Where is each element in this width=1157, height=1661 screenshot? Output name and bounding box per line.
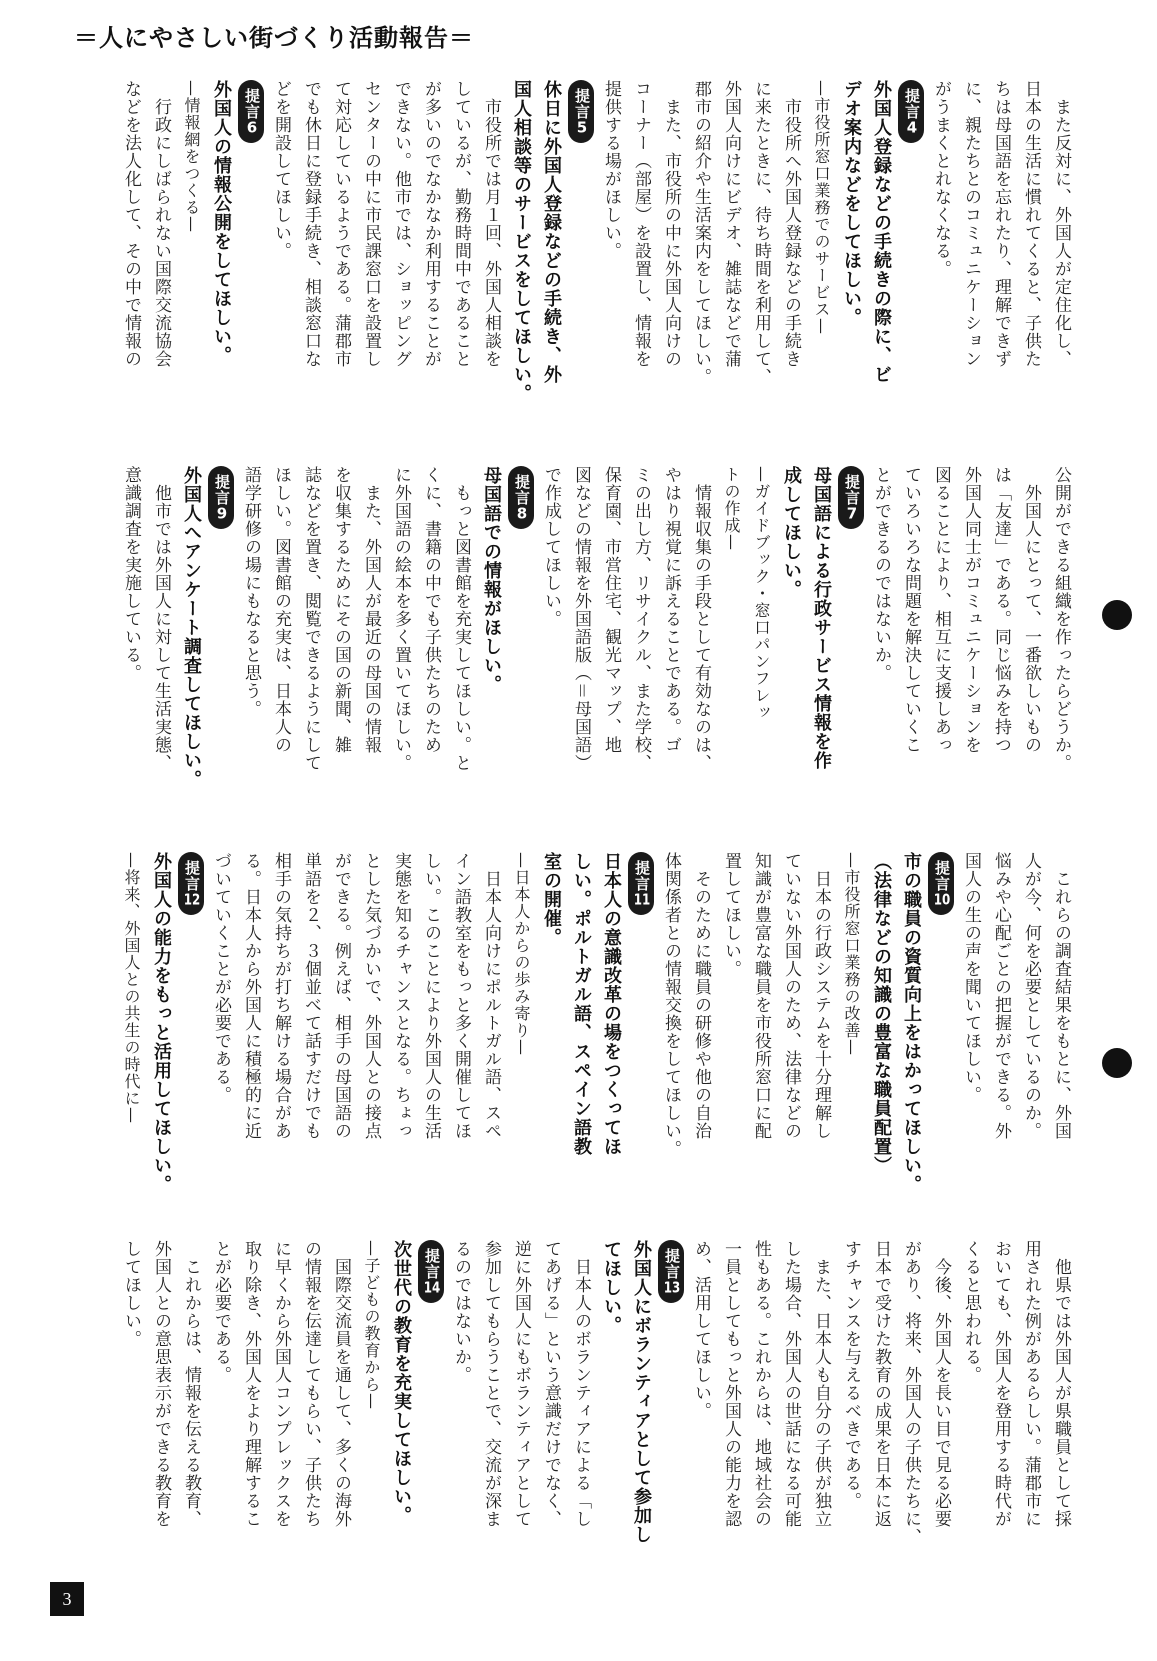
proposal-number: 9 xyxy=(216,506,228,521)
body-text-line: 外国人向けにビデオ、雑誌などで蒲 xyxy=(721,80,741,368)
proposal-heading-line: 休日に外国人登録などの手続き、外 xyxy=(541,80,562,384)
proposal-subheading-line: —市役所窓口業務でのサービス— xyxy=(812,80,831,335)
body-text-line: とができるのではないか。 xyxy=(871,466,891,682)
proposal-heading-line: しい。ポルトガル語、スペイン語教 xyxy=(571,852,592,1156)
body-text-line: イン語教室をもっと多く開催してほ xyxy=(451,852,471,1140)
body-text-line: 日本人のボランティアによる「し xyxy=(571,1240,591,1528)
body-text-line: しているが、勤務時間中であること xyxy=(451,80,471,368)
body-text-line: 国際交流員を通して、多くの海外 xyxy=(331,1240,351,1528)
body-text-line: てあげる」という意識だけでなく、 xyxy=(541,1240,561,1528)
proposal-number: 6 xyxy=(246,120,258,135)
proposal-number-badge xyxy=(898,80,924,143)
body-text-line: 国人の生の声を聞いてほしい。 xyxy=(961,852,981,1104)
body-text-line: どを開設してほしい。 xyxy=(271,80,291,260)
body-text-line: 日本の生活に慣れてくると、子供た xyxy=(1021,80,1041,368)
body-text-line: る。日本人から外国人に積極的に近 xyxy=(241,852,261,1140)
body-text-line: ほしい。図書館の充実は、日本人の xyxy=(271,466,291,754)
text-band-1 xyxy=(66,80,1076,450)
proposal-number: 11 xyxy=(633,892,651,907)
proposal-number: 4 xyxy=(906,120,918,135)
proposal-heading-line: 国人相談等のサービスをしてほしい。 xyxy=(511,80,532,403)
body-text-line: でも休日に登録手続き、相談窓口な xyxy=(301,80,321,368)
body-text-line: 悩みや心配ごとの把握ができる。外 xyxy=(991,852,1011,1140)
body-text-line: もっと図書館を充実してほしい。と xyxy=(451,466,471,772)
body-text-line: に、親たちとのコミュニケーション xyxy=(961,80,981,368)
body-text-line: 知識が豊富な職員を市役所窓口に配 xyxy=(751,852,771,1140)
body-text-line: しい。このことにより外国人の生活 xyxy=(421,852,441,1140)
proposal-badge xyxy=(566,80,596,143)
body-text-line: くに、書籍の中でも子供たちのため xyxy=(421,466,441,754)
body-text-line: できない。他市では、ショッピング xyxy=(391,80,411,368)
body-text-line: ていない外国人のため、法律などの xyxy=(781,852,801,1140)
body-text-line: 保育園、市営住宅、観光マップ、地 xyxy=(601,466,621,754)
proposal-number-badge xyxy=(178,852,204,915)
body-text-line: 他県では外国人が県職員として採 xyxy=(1051,1240,1071,1528)
body-text-line: ていろいろな問題を解決していくこ xyxy=(901,466,921,754)
body-text-line: 日本で受けた教育の成果を日本に返 xyxy=(871,1240,891,1528)
body-text-line: がうまくとれなくなる。 xyxy=(931,80,951,278)
proposal-label: 提言 xyxy=(183,860,201,892)
proposal-badge xyxy=(416,1240,446,1303)
body-text-line: やはり視覚に訴えることである。ゴ xyxy=(661,466,681,754)
body-text-line: 情報収集の手段として有効なのは、 xyxy=(691,466,711,772)
proposal-badge xyxy=(896,80,926,143)
body-text-line: 市役所では月１回、外国人相談を xyxy=(481,80,501,368)
proposal-subheading-line: トの作成— xyxy=(722,466,741,551)
proposal-label: 提言 xyxy=(903,88,921,120)
proposal-number-badge xyxy=(418,1240,444,1303)
body-text-line: の情報を伝達してもらい、子供たち xyxy=(301,1240,321,1528)
body-text-line: これらの調査結果をもとに、外国 xyxy=(1051,852,1071,1140)
body-text-line: などを法人化して、その中で情報の xyxy=(121,80,141,368)
proposal-label: 提言 xyxy=(573,88,591,120)
proposal-label: 提言 xyxy=(933,860,951,892)
body-text-line: くると思われる。 xyxy=(961,1240,981,1384)
body-text-line: 行政にしばられない国際交流協会 xyxy=(151,80,171,368)
proposal-subheading-line: —将来、外国人との共生の時代に— xyxy=(122,852,141,1124)
proposal-badge xyxy=(836,466,866,529)
body-text-line: 人が今、何を必要としているのか。 xyxy=(1021,852,1041,1140)
binder-hole-icon xyxy=(1102,1048,1132,1078)
body-text-line: 今後、外国人を長い目で見る必要 xyxy=(931,1240,951,1528)
proposal-number: 5 xyxy=(576,120,588,135)
body-text-line: 公開ができる組織を作ったらどうか。 xyxy=(1051,466,1071,772)
body-text-line: で作成してほしい。 xyxy=(541,466,561,628)
proposal-heading-line: 外国人の能力をもっと活用してほしい。 xyxy=(151,852,172,1194)
body-text-line: があり、将来、外国人の子供たちに、 xyxy=(901,1240,921,1546)
text-band-4 xyxy=(66,1240,1076,1620)
proposal-heading-line: てほしい。 xyxy=(601,1240,622,1335)
proposal-number-badge xyxy=(208,466,234,529)
proposal-label: 提言 xyxy=(213,474,231,506)
body-text-line: ミの出し方、リサイクル、また学校、 xyxy=(631,466,651,772)
body-text-line: すチャンスを与えるべきである。 xyxy=(841,1240,861,1510)
text-band-3 xyxy=(66,852,1076,1224)
body-text-line: 用された例があるらしい。蒲郡市に xyxy=(1021,1240,1041,1528)
body-text-line: ができる。例えば、相手の母国語の xyxy=(331,852,351,1140)
proposal-heading-line: デオ案内などをしてほしい。 xyxy=(841,80,862,327)
proposal-heading-line: 外国人の情報公開をしてほしい。 xyxy=(211,80,232,365)
body-text-line: め、活用してほしい。 xyxy=(691,1240,711,1420)
proposal-label: 提言 xyxy=(423,1248,441,1280)
proposal-heading-line: 外国人にボランティアとして参加し xyxy=(631,1240,652,1544)
body-text-line: とが必要である。 xyxy=(211,1240,231,1384)
proposal-badge xyxy=(926,852,956,915)
proposal-badge xyxy=(176,852,206,915)
body-text-line: が多いのでなかなか利用することが xyxy=(421,80,441,368)
body-text-line: 語学研修の場にもなると思う。 xyxy=(241,466,261,718)
body-text-line: 取り除き、外国人をより理解するこ xyxy=(241,1240,261,1528)
proposal-heading-line: 外国人へアンケート調査してほしい。 xyxy=(181,466,202,789)
body-text-line: 単語を２、３個並べて話すだけでも xyxy=(301,852,321,1140)
text-band-2 xyxy=(66,466,1076,836)
body-text-line: 外国人同士がコミュニケーションを xyxy=(961,466,981,754)
body-text-line: 図などの情報を外国語版（＝母国語） xyxy=(571,466,591,772)
proposal-number: 13 xyxy=(663,1280,681,1295)
body-text-line: 性もある。これからは、地域社会の xyxy=(751,1240,771,1528)
body-text-line: 誌などを置き、閲覧できるようにして xyxy=(301,466,321,772)
body-text-line: これからは、情報を伝える教育、 xyxy=(181,1240,201,1528)
body-text-line: 提供する場がほしい。 xyxy=(601,80,621,260)
proposal-subheading-line: —情報網をつくる— xyxy=(182,80,201,233)
proposal-heading-line: 母国語での情報がほしい。 xyxy=(481,466,502,694)
body-text-line: に早くから外国人コンプレックスを xyxy=(271,1240,291,1528)
body-text-line: とした気づかいで、外国人との接点 xyxy=(361,852,381,1140)
body-text-line: 実態を知るチャンスとなる。ちょっ xyxy=(391,852,411,1140)
proposal-number: 8 xyxy=(516,506,528,521)
body-text-line: て対応しているようである。蒲郡市 xyxy=(331,80,351,368)
body-text-line: 図ることにより、相互に支援しあっ xyxy=(931,466,951,754)
proposal-subheading-line: —子どもの教育から— xyxy=(362,1240,381,1410)
proposal-heading-line: 日本人の意識改革の場をつくってほ xyxy=(601,852,622,1156)
proposal-number-badge xyxy=(658,1240,684,1303)
proposal-label: 提言 xyxy=(843,474,861,506)
proposal-heading-line: （法律などの知識の豊富な職員配置） xyxy=(871,852,892,1175)
body-text-line: した場合、外国人の世話になる可能 xyxy=(781,1240,801,1528)
body-text-line: 体関係者との情報交換をしてほしい。 xyxy=(661,852,681,1158)
body-text-line: 日本の行政システムを十分理解し xyxy=(811,852,831,1140)
body-text-line: に来たときに、待ち時間を利用して、 xyxy=(751,80,771,386)
proposal-heading-line: 外国人登録などの手続きの際に、ビ xyxy=(871,80,892,384)
proposal-badge xyxy=(506,466,536,529)
proposal-number: 10 xyxy=(933,892,951,907)
body-text-line: は「友達」である。同じ悩みを持つ xyxy=(991,466,1011,754)
proposal-heading-line: 成してほしい。 xyxy=(781,466,802,599)
body-text-line: を収集するためにその国の新聞、雑 xyxy=(331,466,351,754)
proposal-heading-line: 次世代の教育を充実してほしい。 xyxy=(391,1240,412,1525)
body-text-line: また、市役所の中に外国人向けの xyxy=(661,80,681,368)
body-text-line: 相手の気持ちが打ち解ける場合があ xyxy=(271,852,291,1140)
body-text-line: 外国人との意思表示ができる教育を xyxy=(151,1240,171,1528)
proposal-subheading-line: —ガイドブック・窓口パンフレッ xyxy=(752,466,771,721)
body-text-line: してほしい。 xyxy=(121,1240,141,1348)
body-text-line: 郡市の紹介や生活案内をしてほしい。 xyxy=(691,80,711,386)
proposal-number-badge xyxy=(508,466,534,529)
proposal-label: 提言 xyxy=(513,474,531,506)
proposal-number: 14 xyxy=(423,1280,441,1295)
body-text-line: ちは母国語を忘れたり、理解できず xyxy=(991,80,1011,368)
proposal-label: 提言 xyxy=(243,88,261,120)
proposal-heading-line: 室の開催。 xyxy=(541,852,562,947)
body-text-line: 日本人向けにポルトガル語、スペ xyxy=(481,852,501,1140)
proposal-number-badge xyxy=(928,852,954,915)
body-text-line: 外国人にとって、一番欲しいもの xyxy=(1021,466,1041,754)
proposal-heading-line: 母国語による行政サービス情報を作 xyxy=(811,466,832,770)
body-text-line: 置してほしい。 xyxy=(721,852,741,978)
proposal-number-badge xyxy=(838,466,864,529)
proposal-number: 7 xyxy=(846,506,858,521)
proposal-number: 12 xyxy=(183,892,201,907)
body-text-line: に外国語の絵本を多く置いてほしい。 xyxy=(391,466,411,772)
body-text-line: また、外国人が最近の母国の情報 xyxy=(361,466,381,754)
page-title: ＝人にやさしい街づくり活動報告＝ xyxy=(74,24,474,52)
body-text-line: 他市では外国人に対して生活実態、 xyxy=(151,466,171,772)
proposal-badge xyxy=(236,80,266,143)
body-text-line: 一員としてもっと外国人の能力を認 xyxy=(721,1240,741,1528)
proposal-number-badge xyxy=(568,80,594,143)
binder-hole-icon xyxy=(1102,600,1132,630)
body-text-line: おいても、外国人を登用する時代が xyxy=(991,1240,1011,1528)
body-text-line: コーナー（部屋）を設置し、情報を xyxy=(631,80,651,368)
proposal-badge xyxy=(656,1240,686,1303)
body-text-line: 意識調査を実施している。 xyxy=(121,466,141,682)
proposal-subheading-line: —市役所窓口業務の改善— xyxy=(842,852,861,1056)
proposal-badge xyxy=(206,466,236,529)
body-text-line: 市役所へ外国人登録などの手続き xyxy=(781,80,801,368)
proposal-number-badge xyxy=(238,80,264,143)
body-text-line: づいていくことが必要である。 xyxy=(211,852,231,1104)
body-text-line: また反対に、外国人が定住化し、 xyxy=(1051,80,1071,368)
body-text-line: センターの中に市民課窓口を設置し xyxy=(361,80,381,368)
body-text-line: 参加してもらうことで、交流が深ま xyxy=(481,1240,501,1528)
body-text-line: そのために職員の研修や他の自治 xyxy=(691,852,711,1140)
body-text-line: るのではないか。 xyxy=(451,1240,471,1384)
page-number: 3 xyxy=(50,1582,84,1616)
proposal-badge xyxy=(626,852,656,915)
proposal-subheading-line: —日本人からの歩み寄り— xyxy=(512,852,531,1056)
proposal-number-badge xyxy=(628,852,654,915)
body-text-line: また、日本人も自分の子供が独立 xyxy=(811,1240,831,1528)
proposal-heading-line: 市の職員の資質向上をはかってほしい。 xyxy=(901,852,922,1194)
proposal-label: 提言 xyxy=(633,860,651,892)
proposal-label: 提言 xyxy=(663,1248,681,1280)
body-text-line: 逆に外国人にもボランティアとして xyxy=(511,1240,531,1528)
